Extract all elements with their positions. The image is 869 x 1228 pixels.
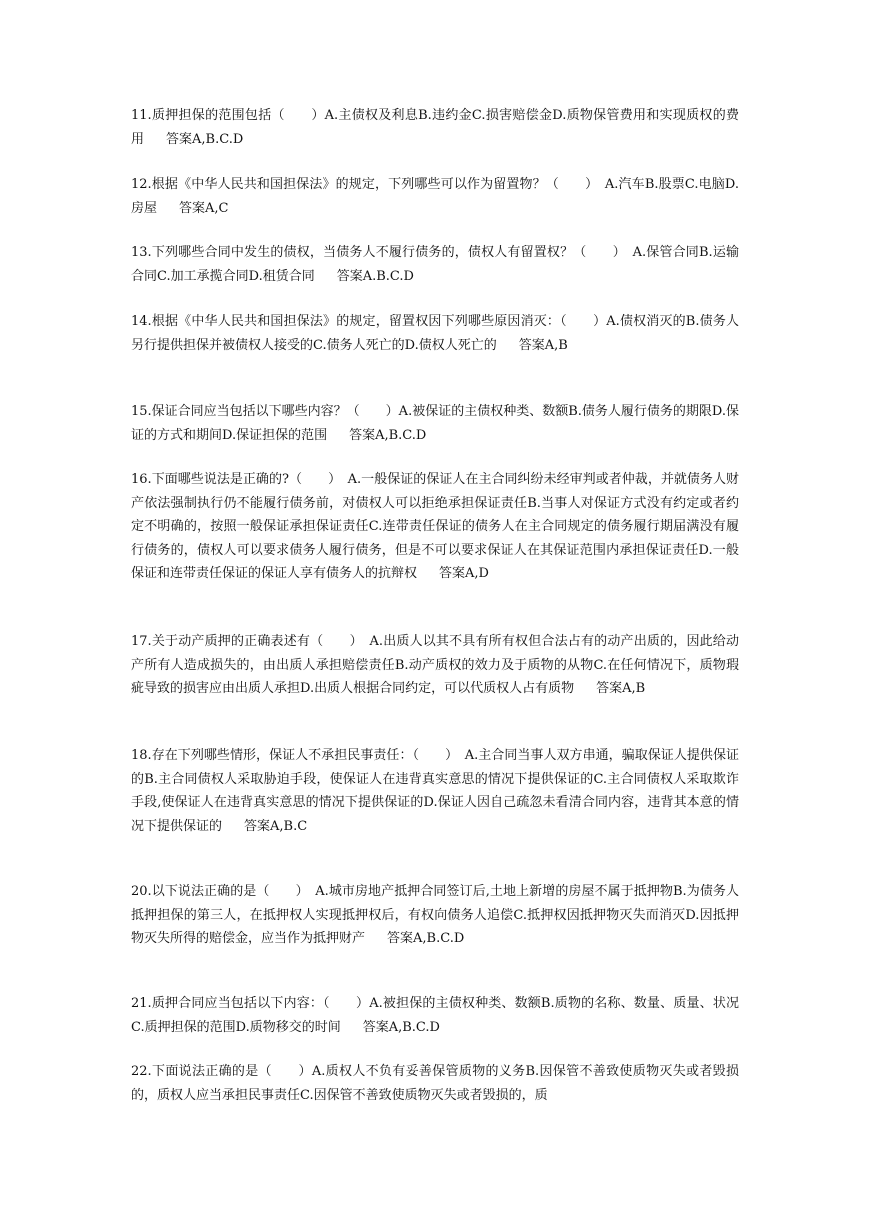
question-15	[131, 400, 739, 447]
answer-key: 答案A,C	[179, 200, 229, 216]
question-text: 15.保证合同应当包括以下哪些内容？（ ）A.被保证的主债权种类、数额B.债务人履行债务的期限D.保证的方式和期间D.保证担保的范围	[131, 404, 739, 443]
question-22	[131, 1060, 739, 1107]
question-16	[131, 468, 739, 586]
answer-key: 答案A,B	[518, 337, 568, 353]
question-text: 17.关于动产质押的正确表述有（ ） A.出质人以其不具有所有权但合法占有的动产出质的，因此给动产所有人造成损失的，由出质人承担赔偿责任B.动产质权的效力及于质物的从物C.在任何情况下，质物瑕疵导致的损害应由出质人承担D.出质人根据合同约定，可以代质权人占有质物	[131, 634, 739, 696]
question-text: 22.下面说法正确的是（ ）A.质权人不负有妥善保管质物的义务B.因保管不善致使质物灭失或者毁损的，质权人应当承担民事责任C.因保管不善致使质物灭失或者毁损的，质	[131, 1064, 739, 1103]
answer-key: 答案A.B.C.D	[336, 268, 414, 284]
answer-key: 答案A,B.C.D	[387, 931, 465, 946]
question-text: 11.质押担保的范围包括（ ）A.主债权及利息B.违约金C.损害赔偿金D.质物保管费用和实现质权的费用	[131, 108, 739, 147]
question-18	[131, 744, 739, 838]
answer-key: 答案A,B.C.D	[166, 131, 244, 147]
answer-key: 答案A,B.C.D	[362, 1019, 440, 1035]
answer-key: 答案A,B.C	[244, 818, 308, 834]
question-12	[131, 173, 739, 220]
question-14	[131, 310, 739, 357]
question-text: 21.质押合同应当包括以下内容：（ ）A.被担保的主债权种类、数额B.质物的名称、数量、质量、状况C.质押担保的范围D.质物移交的时间	[131, 996, 739, 1035]
question-17	[131, 630, 739, 701]
question-text: 18.存在下列哪些情形，保证人不承担民事责任：（ ） A.主合同当事人双方串通，骗取保证人提供保证的B.主合同债权人采取胁迫手段，使保证人在违背真实意思的情况下提供保证的C.主合同债权人采取欺诈手段,使保证人在违背真实意思的情况下提供保证的D.保证人因自己疏忽未看清合同内容，违背其本意的情况下提供保证的	[131, 748, 739, 834]
answer-key: 答案A,B	[596, 681, 646, 696]
question-13	[131, 241, 739, 288]
question-11	[131, 104, 739, 151]
question-text: 14.根据《中华人民共和国担保法》的规定，留置权因下列哪些原因消灭：（ ）A.债权消灭的B.债务人另行提供担保并被债权人接受的C.债务人死亡的D.债权人死亡的	[131, 314, 739, 353]
question-21	[131, 992, 739, 1039]
question-text: 20.以下说法正确的是（ ） A.城市房地产抵押合同签订后,土地上新增的房屋不属于抵押物B.为债务人抵押担保的第三人，在抵押权人实现抵押权后，有权向债务人追偿C.抵押权因抵押物灭失而消灭D.因抵押物灭失所得的赔偿金，应当作为抵押财产	[131, 884, 739, 946]
question-20	[131, 880, 739, 951]
question-text: 16.下面哪些说法是正确的?（ ） A.一般保证的保证人在主合同纠纷未经审判或者仲裁，并就债务人财产依法强制执行仍不能履行债务前，对债权人可以拒绝承担保证责任B.当事人对保证方式没有约定或者约定不明确的，按照一般保证承担保证责任C.连带责任保证的债务人在主合同规定的债务履行期届满没有履行债务的，债权人可以要求债务人履行债务，但是不可以要求保证人在其保证范围内承担保证责任D.一般保证和连带责任保证的保证人享有债务人的抗辩权	[131, 472, 739, 581]
question-text: 13.下列哪些合同中发生的债权，当债务人不履行债务的，债权人有留置权？（ ） A.保管合同B.运输合同C.加工承揽合同D.租赁合同	[131, 245, 739, 284]
answer-key: 答案A,B.C.D	[349, 427, 427, 443]
question-text: 12.根据《中华人民共和国担保法》的规定，下列哪些可以作为留置物？（ ） A.汽车B.股票C.电脑D.房屋	[131, 177, 739, 216]
answer-key: 答案A,D	[439, 566, 489, 581]
